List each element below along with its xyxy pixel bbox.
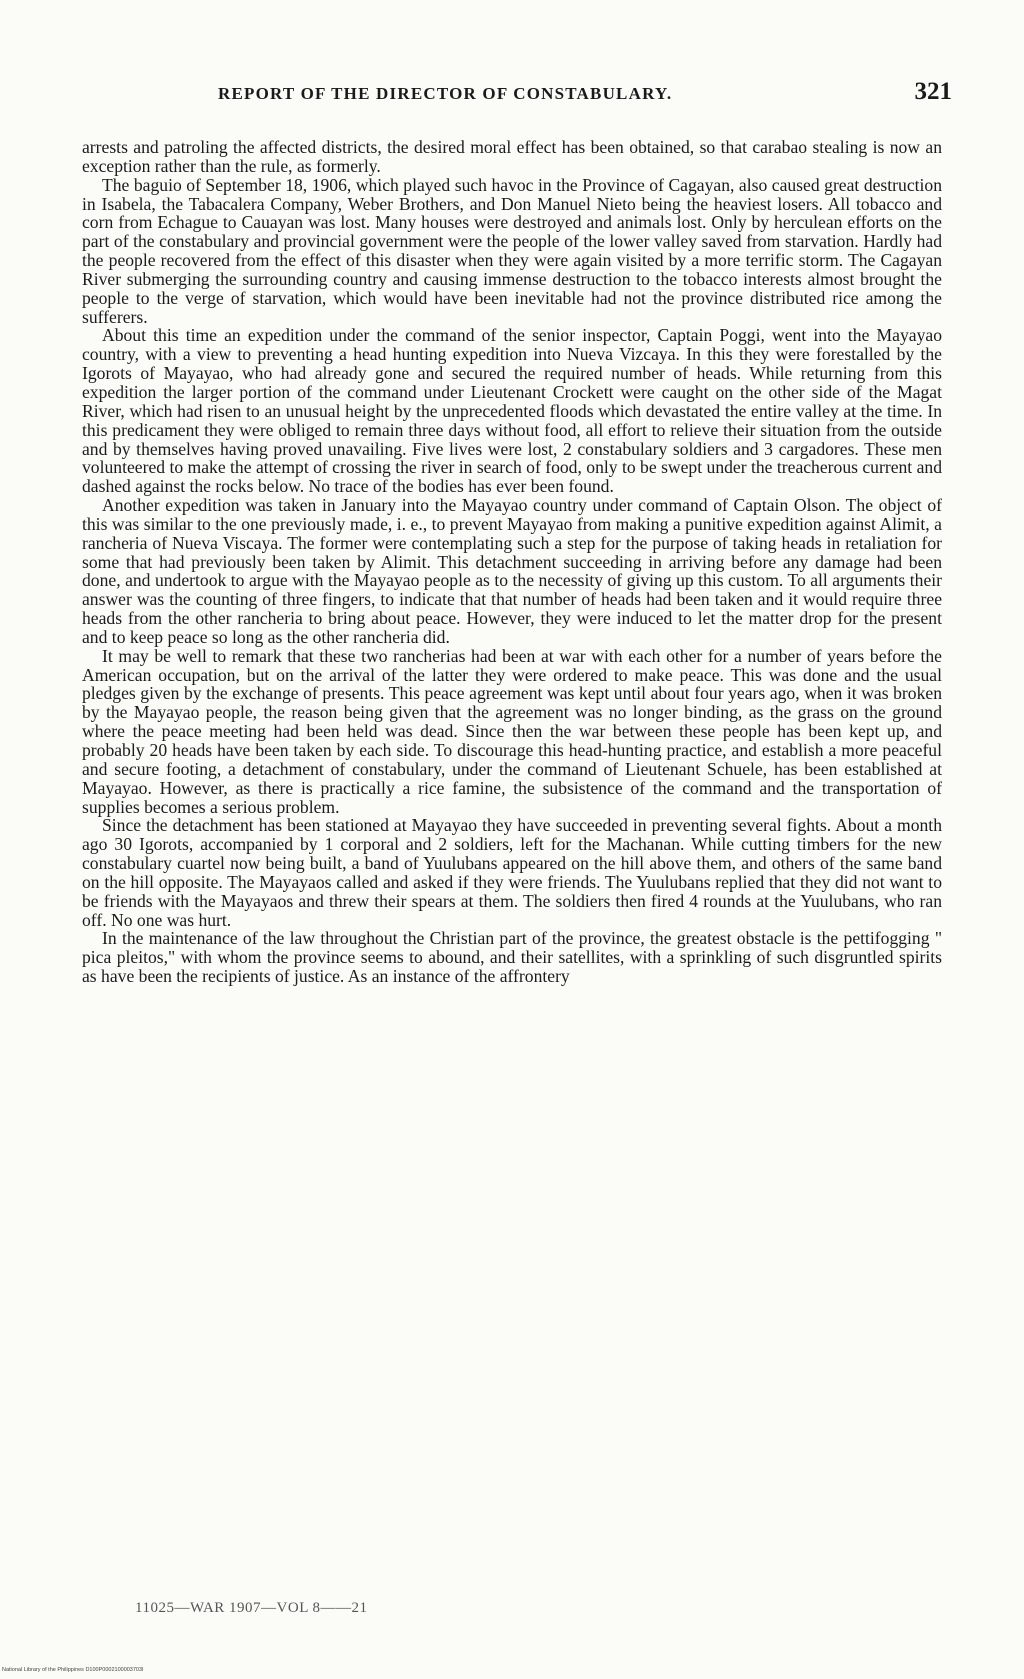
page-number: 321 [914,78,952,105]
paragraph: Another expedition was taken in January into the Mayayao country under command of Captain Olson. The object of this was similar to the one previously made, i. e., to prevent Mayayao from making a punitive expedition against Alimit, a rancheria of Nueva Viscaya. The former were contemplating such a step for the purpose of taking heads in retaliation for some that had previously been taken by Alimit. This detachment succeeding in arriving before any damage had been done, and undertook to argue with the Mayayao people as to the necessity of giving up this custom. To all arguments their answer was the counting of three fingers, to indicate that that number of heads had been taken and it would require three heads from the other rancheria to bring about peace. However, they were induced to let the matter drop for the present and to keep peace so long as the other rancheria did. [82,495,942,647]
paragraph: It may be well to remark that these two rancherias had been at war with each other for a number of years before the American occupation, but on the arrival of the latter they were ordered to make peace. This was done and the usual pledges given by the exchange of presents. This peace agreement was kept until about four years ago, when it was broken by the Mayayao people, the reason being given that the agreement was no longer binding, as the grass on the ground where the peace meeting had been held was dead. Since then the war between these people has been kept up, and probably 20 heads have been taken by each side. To discourage this head-hunting practice, and establish a more peaceful and secure footing, a detachment of constabulary, under the command of Lieutenant Schuele, has been established at Mayayao. However, as there is practically a rice famine, the subsistence of the command and the transportation of supplies becomes a serious problem. [82,645,942,817]
running-head: REPORT OF THE DIRECTOR OF CONSTABULARY. [218,84,673,103]
paragraph: Since the detachment has been stationed at Mayayao they have succeeded in preventing several fights. About a month ago 30 Igorots, accompanied by 1 corporal and 2 soldiers, left for the Machanan. While cutting timbers for the new constabulary cuartel now being built, a band of Yuulubans appeared on the hill above them, and others of the same band on the hill opposite. The Mayayaos called and asked if they were friends. The Yuulubans replied that they did not want to be friends with the Mayayaos and threw their spears at them. The soldiers then fired 4 rounds at the Yuulubans, who ran off. No one was hurt. [82,815,942,930]
page-header [88,78,952,118]
paragraph: About this time an expedition under the command of the senior inspector, Captain Poggi, went into the Mayayao country, with a view to preventing a head hunting expedition into Nueva Vizcaya. In this they were forestalled by the Igorots of Mayayao, who had already gone and secured the required number of heads. While returning from this expedition the larger portion of the command under Lieutenant Crockett were caught on the other side of the Magat River, which had risen to an unusual height by the unprecedented floods which devastated the entire valley at the time. In this predicament they were obliged to remain three days without food, all effort to relieve their situation from the outside and by themselves having proved unavailing. Five lives were lost, 2 constabulary soldiers and 3 cargadores. These men volunteered to make the attempt of crossing the river in search of food, only to be swept under the treacherous current and dashed against the rocks below. No trace of the bodies has ever been found. [82,325,942,497]
body-text [82,138,942,986]
printer-signature: 11025—WAR 1907—VOL 8——21 [135,1600,368,1616]
paragraph: The baguio of September 18, 1906, which played such havoc in the Province of Cagayan, also caused great destruction in Isabela, the Tabacalera Company, Weber Brothers, and Don Manuel Nieto being the heaviest losers. All tobacco and corn from Echague to Cauayan was lost. Many houses were destroyed and animals lost. Only by herculean efforts on the part of the constabulary and provincial government were the people of the lower valley saved from starvation. Hardly had the people recovered from the effect of this disaster when they were again visited by a more terrific storm. The Cagayan River submerging the surrounding country and causing immense destruction to the tobacco interests almost brought the people to the verge of starvation, which would have been inevitable had not the province distributed rice among the sufferers. [82,174,942,327]
paragraph: In the maintenance of the law throughout the Christian part of the province, the greatest obstacle is the pettifogging " pica pleitos," with whom the province seems to abound, and their satellites, with a sprinkling of such disgruntled spirits as have been the recipients of justice. As an instance of the affrontery [82,928,942,987]
paragraph: arrests and patroling the affected districts, the desired moral effect has been obtained, so that carabao stealing is now an exception rather than the rule, as formerly. [82,137,942,176]
library-watermark: National Library of the Philippines D100P0002100003703I [2,1667,144,1673]
